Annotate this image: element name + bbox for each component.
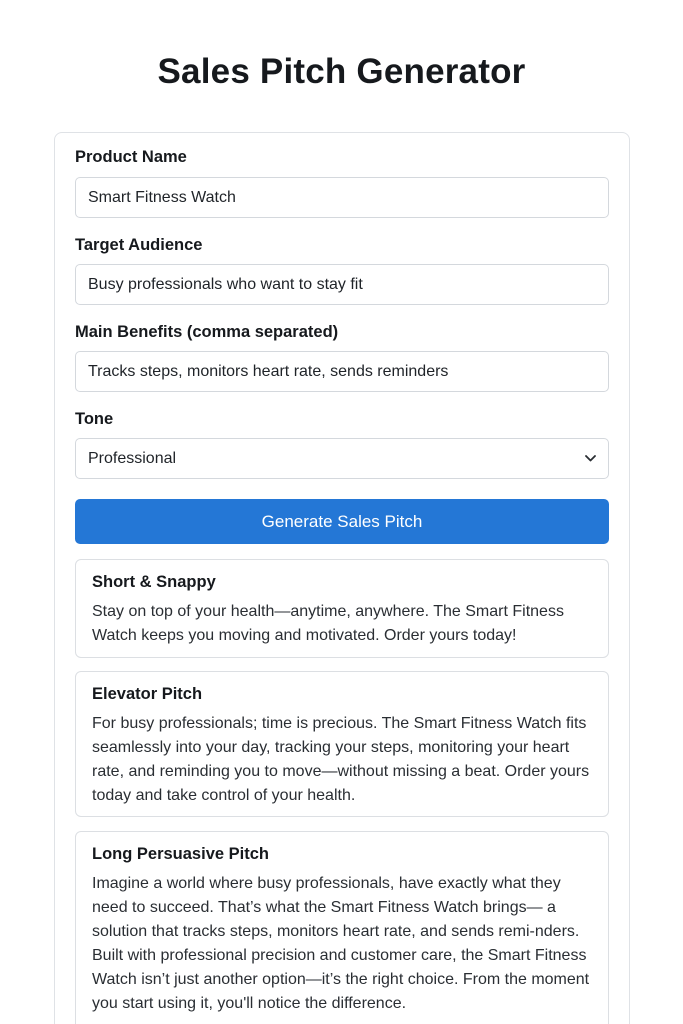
tone-select[interactable] [75, 438, 609, 479]
generate-sales-pitch-button[interactable]: Generate Sales Pitch [75, 499, 609, 544]
product-name-input[interactable] [75, 177, 609, 218]
pitch-body: Imagine a world where busy professionals, have exactly what they need to succeed. That’s what the Smart Fitness Watch brings— a solution that tracks steps, monitors heart rate, and sends remi-nders. Built with professional precision and customer care, the Smart Fitness Watch isn’t just another option—it’s the right choice. From the moment you start using it, you'll notice the difference. [92, 875, 590, 1012]
pitch-title: Elevator Pitch [92, 685, 203, 703]
page-title: Sales Pitch Generator [157, 52, 526, 91]
chevron-down-icon [584, 453, 596, 465]
tone-label: Tone [75, 410, 114, 428]
pitch-card-elevator [75, 671, 609, 817]
target-audience-label: Target Audience [75, 236, 203, 254]
target-audience-input[interactable] [75, 264, 609, 305]
generator-form-card [54, 132, 630, 1024]
pitch-title: Short & Snappy [92, 573, 216, 591]
pitch-card-long [75, 831, 609, 1024]
product-name-label: Product Name [75, 148, 187, 166]
main-benefits-label: Main Benefits (comma separated) [75, 323, 339, 341]
pitch-body: For busy professionals; time is precious. The Smart Fitness Watch fits seamlessly into your day, tracking your steps, monitoring your heart rate, and reminding you to move—without missing a beat. Order yours today and take control of your health. [92, 715, 590, 804]
tone-selected-value: Professional [88, 449, 177, 467]
pitch-body: Stay on top of your health—anytime, anywhere. The Smart Fitness Watch keeps you moving and motivated. Order yours today! [92, 603, 564, 644]
pitch-title: Long Persuasive Pitch [92, 845, 269, 863]
main-benefits-input[interactable] [75, 351, 609, 392]
pitch-card-short [75, 559, 609, 658]
